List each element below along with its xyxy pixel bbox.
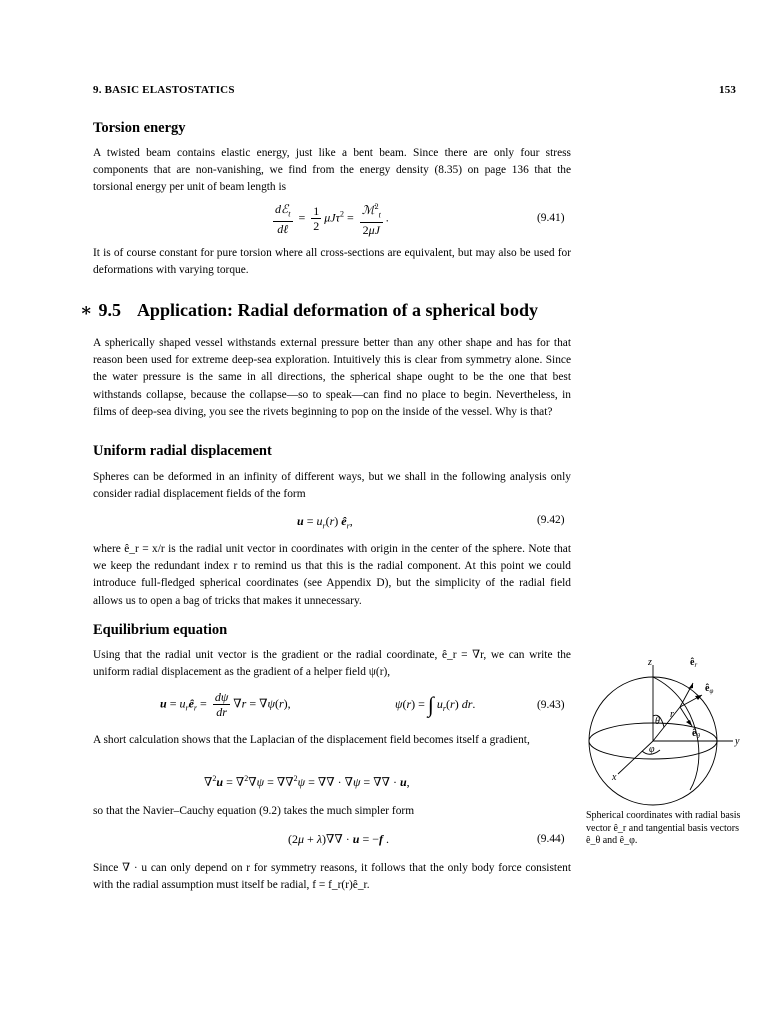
- torsion-paragraph-2: It is of course constant for pure torsion where all cross-sections are equivalent, but may also be used for deformations with varying torque.: [93, 247, 571, 277]
- label-phi: φ: [649, 744, 655, 755]
- equation-number-9-42: (9.42): [537, 514, 565, 526]
- torsion-paragraph-1: A twisted beam contains elastic energy, just like a bent beam. Since there are only four stress components that are non-vanishing, we find from the energy density (8.35) on page 136 that the torsional energy per unit of beam length is: [93, 147, 571, 194]
- label-z: z: [648, 657, 652, 668]
- equation-9-41: $\frac{dℰ_t}{\text{dℓ}}$ = $\frac{1}{2}$ μJτ$^2$ = $\frac{ℳ^2_t}{2\mu J}$ .: [275, 201, 389, 238]
- uniform-paragraph-1: Spheres can be deformed in an infinity of different ways, but we shall in the following analysis only consider radial displacement fields of the form: [93, 471, 571, 501]
- page-number: 153: [719, 84, 737, 96]
- label-r: r: [670, 709, 674, 720]
- section-heading-9-5: [80, 300, 538, 321]
- equilibrium-paragraph-1: Using that the radial unit vector is the gradient or the radial coordinate, ê_r = ∇r, we can write the uniform radial displacement as the gradient of a helper field ψ(r),: [93, 649, 571, 679]
- equation-9-43-left: $u = u_rê_r$ = $\frac{d\psi}{dr}$ ∇r = ∇ψ(r),: [160, 690, 291, 719]
- label-e-theta: $ê_\theta$: [692, 728, 700, 740]
- label-theta: θ: [655, 716, 660, 727]
- section-number: 9.5: [98, 300, 121, 320]
- subsection-title-torsion-energy: Torsion energy: [93, 120, 186, 136]
- spherical-coordinates-figure: [580, 650, 750, 810]
- equation-9-44: (2μ + λ)∇∇ · u = −f .: [288, 832, 389, 846]
- uniform-paragraph-2: where ê_r = x/r is the radial unit vector in coordinates with origin in the center of the sphere. Note that we keep the redundant index r to remind us that this is the radial component. At this point we could introduce full-fledged spherical coordinates (see Appendix D), but the simplicity of the radial field allows us to open a bag of tricks that makes it unnecessary.: [93, 543, 571, 607]
- equilibrium-paragraph-3: so that the Navier–Cauchy equation (9.2) takes the much simpler form: [93, 805, 415, 817]
- label-y: y: [735, 736, 740, 747]
- label-e-r: $ê_r$: [690, 657, 698, 669]
- subsection-title-uniform-radial-displacement: Uniform radial displacement: [93, 443, 272, 459]
- equilibrium-paragraph-2: A short calculation shows that the Laplacian of the displacement field becomes itself a gradient,: [93, 734, 530, 746]
- label-x: x: [612, 772, 617, 783]
- section-title: Application: Radial deformation of a spherical body: [136, 300, 538, 320]
- equation-laplacian: ∇$^2$u = ∇$^2$∇ψ = ∇∇$^2$ψ = ∇∇ · ∇ψ = ∇∇ · u,: [204, 774, 410, 789]
- section-star: ∗: [80, 300, 93, 320]
- subsection-title-equilibrium-equation: Equilibrium equation: [93, 622, 228, 638]
- x-axis: [618, 741, 653, 774]
- equation-9-43-right: ψ(r) = ∫ $u_r(r)$ dr.: [395, 692, 476, 717]
- running-header-chapter: 9. BASIC ELASTOSTATICS: [93, 84, 235, 96]
- figure-caption: Spherical coordinates with radial basis vector ê_r and tangential basis vectors ê_θ and ê_φ.: [586, 810, 741, 846]
- equation-number-9-41: (9.41): [537, 212, 565, 224]
- equilibrium-paragraph-4: Since ∇ · u can only depend on r for symmetry reasons, it follows that the only body force consistent with the radial assumption must itself be radial, f = f_r(r)ê_r.: [93, 862, 571, 892]
- equation-number-9-43: (9.43): [537, 699, 565, 711]
- equation-number-9-44: (9.44): [537, 833, 565, 845]
- section-intro-paragraph: A spherically shaped vessel withstands external pressure better than any other shape and has for that reason been used for extreme deep-sea exploration. Intuitively this is clear from symmetry alone. Since the water pressure is the same in all directions, the spherical shape ought to be the one that best withstands collapse, because the collapse—so to speak—can find no place to begin. Nevertheless, in films of deep-sea diving, you see the rivets beginning to pop on the inside of the vessel. Why is that?: [93, 337, 571, 418]
- label-e-phi: $ê_\varphi$: [705, 683, 714, 695]
- equation-9-42: $u = u_r(r)$ $ê_r$,: [297, 514, 353, 531]
- e-theta-arrowhead: [686, 720, 692, 726]
